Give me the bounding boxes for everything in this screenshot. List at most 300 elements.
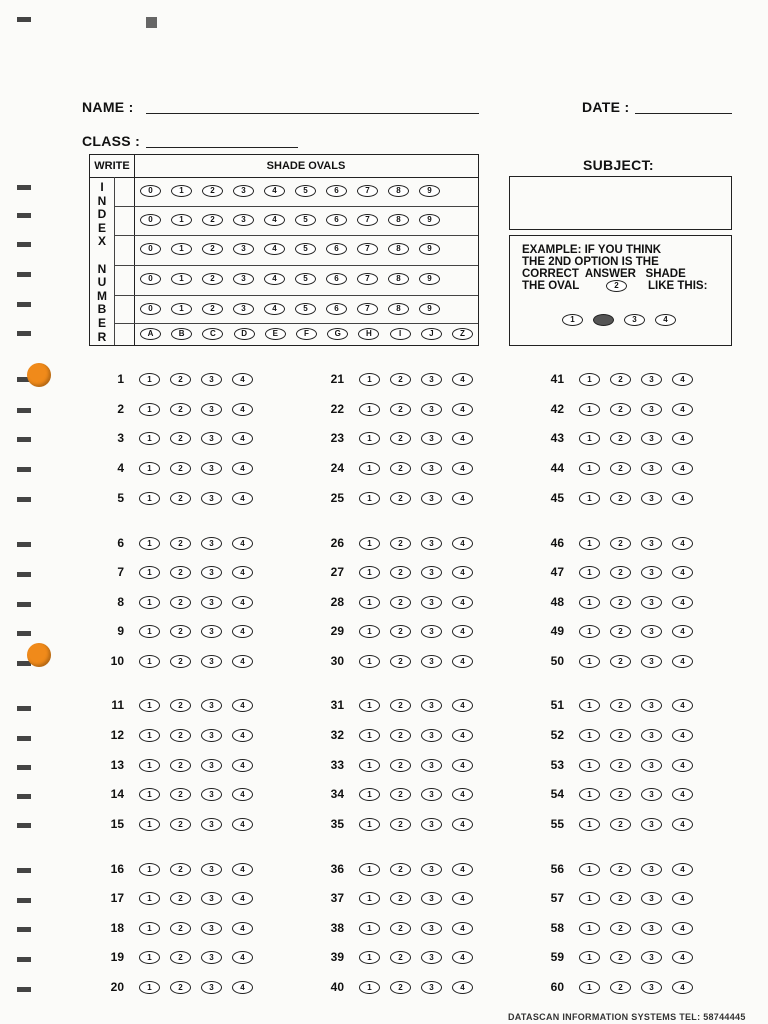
- answer-oval[interactable]: 4: [452, 863, 473, 876]
- answer-oval[interactable]: 3: [641, 373, 662, 386]
- answer-oval[interactable]: 1: [579, 759, 600, 772]
- answer-oval[interactable]: 2: [170, 373, 191, 386]
- index-letter-oval[interactable]: J: [421, 328, 442, 340]
- answer-oval[interactable]: 4: [232, 655, 253, 668]
- answer-oval[interactable]: 4: [232, 818, 253, 831]
- answer-oval[interactable]: 2: [170, 403, 191, 416]
- answer-oval[interactable]: 4: [452, 537, 473, 550]
- index-digit-oval[interactable]: 7: [357, 303, 378, 315]
- answer-oval[interactable]: 3: [641, 432, 662, 445]
- answer-oval[interactable]: 3: [201, 462, 222, 475]
- answer-oval[interactable]: 4: [232, 596, 253, 609]
- answer-oval[interactable]: 2: [390, 759, 411, 772]
- answer-oval[interactable]: 3: [201, 492, 222, 505]
- answer-oval[interactable]: 2: [610, 373, 631, 386]
- answer-oval[interactable]: 4: [452, 492, 473, 505]
- answer-oval[interactable]: 2: [610, 566, 631, 579]
- answer-oval[interactable]: 3: [201, 863, 222, 876]
- answer-oval[interactable]: 4: [672, 699, 693, 712]
- answer-oval[interactable]: 2: [170, 818, 191, 831]
- answer-oval[interactable]: 1: [579, 566, 600, 579]
- index-letter-oval[interactable]: C: [202, 328, 223, 340]
- answer-oval[interactable]: 1: [579, 729, 600, 742]
- answer-oval[interactable]: 4: [232, 699, 253, 712]
- answer-oval[interactable]: 4: [452, 566, 473, 579]
- answer-oval[interactable]: 4: [232, 566, 253, 579]
- answer-oval[interactable]: 2: [390, 625, 411, 638]
- answer-oval[interactable]: 3: [421, 373, 442, 386]
- answer-oval[interactable]: 1: [579, 922, 600, 935]
- answer-oval[interactable]: 3: [641, 922, 662, 935]
- answer-oval[interactable]: 1: [139, 492, 160, 505]
- answer-oval[interactable]: 2: [390, 537, 411, 550]
- answer-oval[interactable]: 2: [170, 655, 191, 668]
- answer-oval[interactable]: 2: [390, 699, 411, 712]
- index-letter-oval[interactable]: B: [171, 328, 192, 340]
- answer-oval[interactable]: 1: [139, 818, 160, 831]
- answer-oval[interactable]: 2: [610, 759, 631, 772]
- answer-oval[interactable]: 4: [452, 596, 473, 609]
- answer-oval[interactable]: 3: [641, 729, 662, 742]
- answer-oval[interactable]: 3: [201, 566, 222, 579]
- answer-oval[interactable]: 1: [359, 951, 380, 964]
- answer-oval[interactable]: 4: [672, 892, 693, 905]
- answer-oval[interactable]: 1: [579, 655, 600, 668]
- answer-oval[interactable]: 1: [139, 951, 160, 964]
- answer-oval[interactable]: 4: [672, 981, 693, 994]
- answer-oval[interactable]: 4: [232, 892, 253, 905]
- answer-oval[interactable]: 1: [579, 403, 600, 416]
- index-digit-oval[interactable]: 9: [419, 185, 440, 197]
- answer-oval[interactable]: 4: [232, 492, 253, 505]
- index-digit-oval[interactable]: 7: [357, 243, 378, 255]
- answer-oval[interactable]: 4: [232, 922, 253, 935]
- answer-oval[interactable]: 4: [672, 788, 693, 801]
- index-digit-oval[interactable]: 1: [171, 185, 192, 197]
- answer-oval[interactable]: 1: [359, 492, 380, 505]
- index-letter-oval[interactable]: G: [327, 328, 348, 340]
- answer-oval[interactable]: 2: [390, 462, 411, 475]
- answer-oval[interactable]: 4: [672, 596, 693, 609]
- index-digit-oval[interactable]: 6: [326, 243, 347, 255]
- answer-oval[interactable]: 1: [579, 432, 600, 445]
- index-digit-oval[interactable]: 1: [171, 303, 192, 315]
- answer-oval[interactable]: 2: [610, 655, 631, 668]
- index-digit-oval[interactable]: 2: [202, 243, 223, 255]
- answer-oval[interactable]: 1: [359, 729, 380, 742]
- answer-oval[interactable]: 4: [672, 625, 693, 638]
- answer-oval[interactable]: 3: [201, 432, 222, 445]
- answer-oval[interactable]: 2: [390, 818, 411, 831]
- index-digit-oval[interactable]: 2: [202, 185, 223, 197]
- answer-oval[interactable]: 3: [421, 951, 442, 964]
- answer-oval[interactable]: 1: [579, 699, 600, 712]
- answer-oval[interactable]: 2: [170, 863, 191, 876]
- index-digit-oval[interactable]: 9: [419, 273, 440, 285]
- index-digit-oval[interactable]: 4: [264, 185, 285, 197]
- answer-oval[interactable]: 4: [452, 462, 473, 475]
- answer-oval[interactable]: 2: [610, 863, 631, 876]
- answer-oval[interactable]: 1: [139, 596, 160, 609]
- answer-oval[interactable]: 3: [201, 373, 222, 386]
- answer-oval[interactable]: 4: [672, 432, 693, 445]
- answer-oval[interactable]: 3: [201, 537, 222, 550]
- answer-oval[interactable]: 2: [390, 951, 411, 964]
- answer-oval[interactable]: 4: [232, 981, 253, 994]
- name-line[interactable]: [146, 113, 479, 114]
- answer-oval[interactable]: 3: [201, 403, 222, 416]
- answer-oval[interactable]: 4: [672, 729, 693, 742]
- answer-oval[interactable]: 4: [452, 788, 473, 801]
- answer-oval[interactable]: 3: [641, 951, 662, 964]
- subject-box[interactable]: [509, 176, 732, 230]
- answer-oval[interactable]: 2: [170, 537, 191, 550]
- answer-oval[interactable]: 1: [139, 981, 160, 994]
- answer-oval[interactable]: 4: [232, 432, 253, 445]
- answer-oval[interactable]: 2: [170, 462, 191, 475]
- answer-oval[interactable]: 4: [232, 951, 253, 964]
- answer-oval[interactable]: 1: [359, 432, 380, 445]
- answer-oval[interactable]: 4: [452, 892, 473, 905]
- answer-oval[interactable]: 1: [139, 537, 160, 550]
- index-digit-oval[interactable]: 3: [233, 303, 254, 315]
- index-digit-oval[interactable]: 8: [388, 273, 409, 285]
- answer-oval[interactable]: 2: [390, 863, 411, 876]
- answer-oval[interactable]: 3: [641, 818, 662, 831]
- index-digit-oval[interactable]: 3: [233, 185, 254, 197]
- index-digit-oval[interactable]: 7: [357, 273, 378, 285]
- answer-oval[interactable]: 3: [641, 788, 662, 801]
- answer-oval[interactable]: 3: [641, 462, 662, 475]
- answer-oval[interactable]: 4: [452, 981, 473, 994]
- answer-oval[interactable]: 1: [359, 373, 380, 386]
- index-digit-oval[interactable]: 0: [140, 185, 161, 197]
- answer-oval[interactable]: 1: [139, 729, 160, 742]
- answer-oval[interactable]: 2: [610, 403, 631, 416]
- answer-oval[interactable]: 4: [672, 951, 693, 964]
- answer-oval[interactable]: 4: [452, 922, 473, 935]
- answer-oval[interactable]: 1: [359, 403, 380, 416]
- answer-oval[interactable]: 2: [390, 981, 411, 994]
- answer-oval[interactable]: 2: [170, 729, 191, 742]
- answer-oval[interactable]: 3: [421, 892, 442, 905]
- answer-oval[interactable]: 2: [390, 596, 411, 609]
- answer-oval[interactable]: 4: [232, 373, 253, 386]
- index-letter-oval[interactable]: I: [390, 328, 411, 340]
- index-digit-oval[interactable]: 4: [264, 303, 285, 315]
- answer-oval[interactable]: 4: [452, 729, 473, 742]
- answer-oval[interactable]: 3: [641, 655, 662, 668]
- answer-oval[interactable]: 3: [421, 818, 442, 831]
- answer-oval[interactable]: 1: [579, 625, 600, 638]
- index-digit-oval[interactable]: 0: [140, 214, 161, 226]
- answer-oval[interactable]: 4: [232, 863, 253, 876]
- answer-oval[interactable]: 1: [139, 432, 160, 445]
- answer-oval[interactable]: 4: [452, 759, 473, 772]
- answer-oval[interactable]: 1: [139, 788, 160, 801]
- index-digit-oval[interactable]: 9: [419, 214, 440, 226]
- answer-oval[interactable]: 1: [139, 892, 160, 905]
- answer-oval[interactable]: 2: [390, 729, 411, 742]
- index-letter-oval[interactable]: Z: [452, 328, 473, 340]
- index-digit-oval[interactable]: 5: [295, 303, 316, 315]
- answer-oval[interactable]: 2: [170, 432, 191, 445]
- answer-oval[interactable]: 3: [201, 951, 222, 964]
- answer-oval[interactable]: 1: [579, 492, 600, 505]
- index-digit-oval[interactable]: 3: [233, 214, 254, 226]
- answer-oval[interactable]: 4: [672, 492, 693, 505]
- answer-oval[interactable]: 3: [641, 759, 662, 772]
- answer-oval[interactable]: 1: [359, 596, 380, 609]
- index-digit-oval[interactable]: 0: [140, 303, 161, 315]
- answer-oval[interactable]: 3: [421, 699, 442, 712]
- answer-oval[interactable]: 4: [672, 759, 693, 772]
- answer-oval[interactable]: 2: [390, 922, 411, 935]
- index-digit-oval[interactable]: 3: [233, 243, 254, 255]
- answer-oval[interactable]: 4: [232, 462, 253, 475]
- index-letter-oval[interactable]: E: [265, 328, 286, 340]
- index-digit-oval[interactable]: 0: [140, 243, 161, 255]
- index-digit-oval[interactable]: 2: [202, 303, 223, 315]
- index-digit-oval[interactable]: 5: [295, 243, 316, 255]
- answer-oval[interactable]: 3: [641, 596, 662, 609]
- answer-oval[interactable]: 3: [421, 492, 442, 505]
- answer-oval[interactable]: 4: [232, 788, 253, 801]
- index-digit-oval[interactable]: 4: [264, 214, 285, 226]
- answer-oval[interactable]: 4: [672, 403, 693, 416]
- index-digit-oval[interactable]: 8: [388, 185, 409, 197]
- answer-oval[interactable]: 3: [421, 596, 442, 609]
- answer-oval[interactable]: 3: [201, 759, 222, 772]
- answer-oval[interactable]: 4: [672, 537, 693, 550]
- answer-oval[interactable]: 2: [610, 462, 631, 475]
- answer-oval[interactable]: 1: [139, 566, 160, 579]
- index-digit-oval[interactable]: 9: [419, 243, 440, 255]
- answer-oval[interactable]: 1: [359, 537, 380, 550]
- answer-oval[interactable]: 2: [170, 699, 191, 712]
- answer-oval[interactable]: 1: [139, 373, 160, 386]
- answer-oval[interactable]: 3: [201, 981, 222, 994]
- answer-oval[interactable]: 1: [579, 951, 600, 964]
- answer-oval[interactable]: 1: [139, 655, 160, 668]
- answer-oval[interactable]: 1: [139, 863, 160, 876]
- answer-oval[interactable]: 1: [139, 922, 160, 935]
- answer-oval[interactable]: 2: [390, 403, 411, 416]
- answer-oval[interactable]: 1: [359, 625, 380, 638]
- index-digit-oval[interactable]: 8: [388, 214, 409, 226]
- answer-oval[interactable]: 2: [170, 892, 191, 905]
- answer-oval[interactable]: 1: [139, 462, 160, 475]
- answer-oval[interactable]: 2: [170, 759, 191, 772]
- answer-oval[interactable]: 2: [610, 432, 631, 445]
- answer-oval[interactable]: 4: [452, 373, 473, 386]
- answer-oval[interactable]: 1: [579, 537, 600, 550]
- index-digit-oval[interactable]: 7: [357, 214, 378, 226]
- answer-oval[interactable]: 4: [672, 566, 693, 579]
- answer-oval[interactable]: 2: [610, 537, 631, 550]
- answer-oval[interactable]: 2: [610, 492, 631, 505]
- answer-oval[interactable]: 3: [641, 699, 662, 712]
- index-digit-oval[interactable]: 4: [264, 243, 285, 255]
- index-letter-oval[interactable]: H: [358, 328, 379, 340]
- index-digit-oval[interactable]: 0: [140, 273, 161, 285]
- answer-oval[interactable]: 1: [359, 699, 380, 712]
- index-letter-oval[interactable]: D: [234, 328, 255, 340]
- answer-oval[interactable]: 4: [452, 655, 473, 668]
- answer-oval[interactable]: 2: [170, 788, 191, 801]
- answer-oval[interactable]: 3: [641, 625, 662, 638]
- answer-oval[interactable]: 3: [641, 981, 662, 994]
- answer-oval[interactable]: 4: [452, 625, 473, 638]
- answer-oval[interactable]: 2: [610, 892, 631, 905]
- answer-oval[interactable]: 1: [359, 981, 380, 994]
- answer-oval[interactable]: 3: [421, 729, 442, 742]
- answer-oval[interactable]: 3: [201, 625, 222, 638]
- answer-oval[interactable]: 1: [359, 566, 380, 579]
- answer-oval[interactable]: 3: [201, 596, 222, 609]
- answer-oval[interactable]: 3: [201, 788, 222, 801]
- answer-oval[interactable]: 1: [579, 373, 600, 386]
- answer-oval[interactable]: 2: [610, 818, 631, 831]
- answer-oval[interactable]: 3: [641, 863, 662, 876]
- answer-oval[interactable]: 3: [421, 625, 442, 638]
- index-digit-oval[interactable]: 6: [326, 273, 347, 285]
- answer-oval[interactable]: 1: [359, 863, 380, 876]
- answer-oval[interactable]: 1: [359, 759, 380, 772]
- index-digit-oval[interactable]: 5: [295, 214, 316, 226]
- answer-oval[interactable]: 2: [390, 432, 411, 445]
- answer-oval[interactable]: 2: [170, 492, 191, 505]
- answer-oval[interactable]: 4: [672, 655, 693, 668]
- date-line[interactable]: [635, 113, 732, 114]
- answer-oval[interactable]: 3: [201, 699, 222, 712]
- answer-oval[interactable]: 3: [421, 788, 442, 801]
- answer-oval[interactable]: 4: [672, 922, 693, 935]
- answer-oval[interactable]: 1: [359, 922, 380, 935]
- answer-oval[interactable]: 3: [421, 655, 442, 668]
- answer-oval[interactable]: 3: [201, 922, 222, 935]
- answer-oval[interactable]: 2: [610, 699, 631, 712]
- answer-oval[interactable]: 3: [421, 759, 442, 772]
- answer-oval[interactable]: 1: [359, 655, 380, 668]
- answer-oval[interactable]: 3: [421, 462, 442, 475]
- answer-oval[interactable]: 4: [452, 951, 473, 964]
- answer-oval[interactable]: 2: [390, 892, 411, 905]
- answer-oval[interactable]: 2: [170, 625, 191, 638]
- answer-oval[interactable]: 2: [610, 922, 631, 935]
- answer-oval[interactable]: 2: [390, 492, 411, 505]
- answer-oval[interactable]: 1: [579, 788, 600, 801]
- index-digit-oval[interactable]: 9: [419, 303, 440, 315]
- answer-oval[interactable]: 3: [641, 403, 662, 416]
- answer-oval[interactable]: 3: [201, 655, 222, 668]
- index-digit-oval[interactable]: 4: [264, 273, 285, 285]
- answer-oval[interactable]: 4: [672, 818, 693, 831]
- answer-oval[interactable]: 3: [421, 922, 442, 935]
- answer-oval[interactable]: 3: [641, 492, 662, 505]
- answer-oval[interactable]: 2: [170, 596, 191, 609]
- index-digit-oval[interactable]: 3: [233, 273, 254, 285]
- answer-oval[interactable]: 1: [579, 596, 600, 609]
- answer-oval[interactable]: 3: [201, 818, 222, 831]
- answer-oval[interactable]: 1: [359, 818, 380, 831]
- answer-oval[interactable]: 4: [672, 462, 693, 475]
- answer-oval[interactable]: 1: [579, 863, 600, 876]
- answer-oval[interactable]: 3: [421, 981, 442, 994]
- answer-oval[interactable]: 2: [390, 788, 411, 801]
- answer-oval[interactable]: 2: [610, 951, 631, 964]
- answer-oval[interactable]: 4: [232, 625, 253, 638]
- answer-oval[interactable]: 2: [170, 922, 191, 935]
- answer-oval[interactable]: 4: [232, 729, 253, 742]
- index-letter-oval[interactable]: A: [140, 328, 161, 340]
- index-letter-oval[interactable]: F: [296, 328, 317, 340]
- answer-oval[interactable]: 2: [610, 981, 631, 994]
- answer-oval[interactable]: 1: [359, 788, 380, 801]
- answer-oval[interactable]: 3: [421, 863, 442, 876]
- answer-oval[interactable]: 4: [452, 699, 473, 712]
- answer-oval[interactable]: 1: [579, 462, 600, 475]
- answer-oval[interactable]: 4: [232, 403, 253, 416]
- answer-oval[interactable]: 2: [610, 729, 631, 742]
- answer-oval[interactable]: 4: [452, 432, 473, 445]
- index-digit-oval[interactable]: 7: [357, 185, 378, 197]
- answer-oval[interactable]: 3: [421, 566, 442, 579]
- index-digit-oval[interactable]: 1: [171, 273, 192, 285]
- answer-oval[interactable]: 1: [359, 892, 380, 905]
- answer-oval[interactable]: 3: [641, 537, 662, 550]
- answer-oval[interactable]: 2: [610, 596, 631, 609]
- answer-oval[interactable]: 3: [201, 892, 222, 905]
- answer-oval[interactable]: 2: [610, 625, 631, 638]
- answer-oval[interactable]: 2: [390, 566, 411, 579]
- answer-oval[interactable]: 4: [232, 759, 253, 772]
- answer-oval[interactable]: 4: [452, 818, 473, 831]
- answer-oval[interactable]: 3: [641, 892, 662, 905]
- answer-oval[interactable]: 3: [641, 566, 662, 579]
- answer-oval[interactable]: 1: [139, 699, 160, 712]
- index-digit-oval[interactable]: 1: [171, 243, 192, 255]
- answer-oval[interactable]: 1: [579, 818, 600, 831]
- index-digit-oval[interactable]: 1: [171, 214, 192, 226]
- index-digit-oval[interactable]: 6: [326, 214, 347, 226]
- index-digit-oval[interactable]: 5: [295, 185, 316, 197]
- answer-oval[interactable]: 1: [139, 759, 160, 772]
- class-line[interactable]: [146, 147, 298, 148]
- answer-oval[interactable]: 1: [139, 625, 160, 638]
- answer-oval[interactable]: 2: [170, 951, 191, 964]
- answer-oval[interactable]: 4: [232, 537, 253, 550]
- answer-oval[interactable]: 1: [579, 892, 600, 905]
- index-digit-oval[interactable]: 8: [388, 303, 409, 315]
- answer-oval[interactable]: 4: [672, 373, 693, 386]
- index-digit-oval[interactable]: 8: [388, 243, 409, 255]
- answer-oval[interactable]: 1: [579, 981, 600, 994]
- index-digit-oval[interactable]: 6: [326, 303, 347, 315]
- answer-oval[interactable]: 4: [452, 403, 473, 416]
- answer-oval[interactable]: 2: [170, 566, 191, 579]
- answer-oval[interactable]: 4: [672, 863, 693, 876]
- answer-oval[interactable]: 2: [390, 373, 411, 386]
- answer-oval[interactable]: 1: [139, 403, 160, 416]
- answer-oval[interactable]: 1: [359, 462, 380, 475]
- answer-oval[interactable]: 3: [421, 537, 442, 550]
- answer-oval[interactable]: 2: [390, 655, 411, 668]
- answer-oval[interactable]: 3: [421, 403, 442, 416]
- answer-oval[interactable]: 3: [201, 729, 222, 742]
- answer-oval[interactable]: 2: [170, 981, 191, 994]
- index-digit-oval[interactable]: 5: [295, 273, 316, 285]
